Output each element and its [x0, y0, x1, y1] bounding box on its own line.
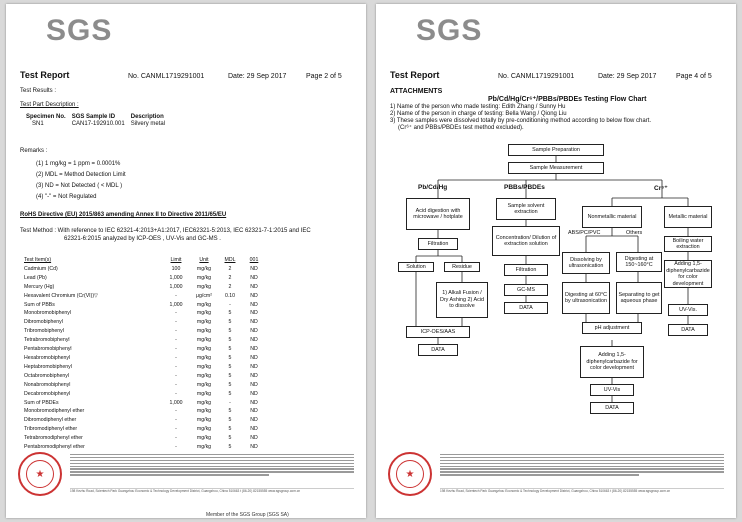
flow-solution: Solution — [398, 262, 434, 272]
results-cell: mg/kg — [196, 381, 212, 388]
flow-data-1: DATA — [418, 344, 458, 356]
results-header-row — [24, 256, 266, 265]
test-method-line2: 62321-6:2015 analyzed by ICP-OES , UV-Vis and GC-MS . — [64, 236, 221, 242]
results-cell: - — [175, 319, 177, 326]
results-cell: 5 — [228, 408, 232, 415]
note-line: (Cr⁶⁺ and PBBs/PBDEs test method excluded). — [398, 125, 524, 131]
results-row — [24, 274, 266, 283]
results-header: Test Item(s) — [24, 257, 52, 263]
results-row — [24, 301, 266, 310]
results-table — [24, 256, 266, 452]
footer-address: 198 Kezhu Road, Scientech Park Guangzhou Economic & Technology Development District, Guangzhou, China 510663 t (86-20) 82155555 www.sgsgroup.com.cn — [70, 488, 354, 495]
attachments-heading: ATTACHMENTS — [390, 88, 443, 95]
results-row — [24, 363, 266, 372]
flow-col-cr6: Cr⁶⁺ — [654, 185, 668, 192]
spec-cell: CAN17-192910.001 — [71, 121, 125, 127]
remarks-label: Remarks : — [20, 148, 48, 154]
results-cell: 5 — [228, 417, 232, 424]
results-cell: ND — [250, 399, 258, 406]
flow-separating: Separating to get aqueous phase — [616, 282, 662, 314]
spec-header: Specimen No. — [26, 114, 66, 120]
results-cell: ND — [250, 346, 258, 353]
results-cell: - — [175, 337, 177, 344]
results-cell: mg/kg — [196, 435, 212, 442]
flow-digesting-60: Digesting at 60°C by ultrasonication — [562, 282, 610, 314]
results-cell: mg/kg — [196, 408, 212, 415]
report-title: Test Report — [390, 70, 440, 80]
results-cell: ND — [250, 337, 258, 344]
results-row — [24, 416, 266, 425]
flow-uv-vis-1: UV-Vis — [590, 384, 634, 396]
results-row — [24, 265, 266, 274]
results-cell: - — [175, 346, 177, 353]
remark-item: (3) ND = Not Detected ( < MDL ) — [36, 183, 123, 189]
flow-digesting-150: Digesting at 150~160°C — [616, 252, 662, 272]
results-cell: ND — [250, 328, 258, 335]
results-cell: - — [175, 381, 177, 388]
results-cell: Octabromobiphenyl — [24, 372, 69, 379]
results-row — [24, 309, 266, 318]
flow-filtration-2: Filtration — [504, 264, 548, 276]
remark-item: (1) 1 mg/kg = 1 ppm = 0.0001% — [36, 161, 121, 167]
results-cell: - — [175, 426, 177, 433]
results-cell: Sum of PBDEs — [24, 399, 59, 406]
results-cell: 5 — [228, 435, 232, 442]
results-cell: 5 — [228, 372, 232, 379]
results-cell: ND — [250, 319, 258, 326]
results-row — [24, 399, 266, 408]
spec-cell: Silvery metal — [130, 121, 166, 127]
flow-icp-oes: ICP-OES/AAS — [406, 326, 470, 338]
results-row — [24, 381, 266, 390]
results-cell: - — [175, 408, 177, 415]
results-cell: - — [175, 310, 177, 317]
spec-cell: SN1 — [32, 121, 44, 127]
results-cell: mg/kg — [196, 283, 212, 290]
results-cell: ND — [250, 283, 258, 290]
results-cell: 5 — [228, 337, 232, 344]
results-cell: 5 — [228, 319, 232, 326]
results-cell: mg/kg — [196, 337, 212, 344]
page-footer — [384, 452, 728, 500]
results-cell: mg/kg — [196, 363, 212, 370]
results-cell: Hexabromobiphenyl — [24, 354, 71, 361]
results-cell: 0.10 — [224, 292, 236, 299]
results-cell: 100 — [171, 265, 181, 272]
note-line: 3) These samples were dissolved totally by pre-conditioning method according to below flow chart. — [390, 118, 652, 124]
directive-heading: RoHS Directive (EU) 2015/863 amending Annex II to Directive 2011/65/EU — [20, 212, 227, 218]
page-number: Page 4 of 5 — [676, 73, 712, 80]
results-cell: Pentabromodiphenyl ether — [24, 444, 85, 451]
results-cell: 5 — [228, 390, 232, 397]
results-cell: Tetrabromodiphenyl ether — [24, 435, 83, 442]
results-cell: 2 — [228, 283, 232, 290]
results-cell: mg/kg — [196, 390, 212, 397]
member-line: Member of the SGS Group (SGS SA) — [206, 512, 289, 518]
results-cell: Dibromodiphenyl ether — [24, 417, 77, 424]
results-cell: Tribromobiphenyl — [24, 328, 64, 335]
results-cell: Decabromobiphenyl — [24, 390, 71, 397]
results-cell: 5 — [228, 310, 232, 317]
results-row — [24, 425, 266, 434]
flow-boiling-water: Boiling water extraction — [664, 236, 712, 252]
report-date: Date: 29 Sep 2017 — [228, 73, 287, 80]
remark-item: (2) MDL = Method Detection Limit — [36, 172, 126, 178]
results-cell: - — [175, 292, 177, 299]
flow-dissolving: Dissolving by ultrasonication — [562, 252, 610, 274]
remark-item: (4) "-" = Not Regulated — [36, 194, 97, 200]
flow-uv-vis-2: UV-Vis. — [668, 304, 708, 316]
results-cell: ND — [250, 408, 258, 415]
results-cell: mg/kg — [196, 328, 212, 335]
report-number: No. CANML1719291001 — [128, 73, 205, 80]
results-row — [24, 292, 266, 301]
page-number: Page 2 of 5 — [306, 73, 342, 80]
results-cell: Sum of PBBs — [24, 301, 55, 308]
flow-col-pbcdhg: Pb/Cd/Hg — [418, 184, 448, 191]
results-cell: ND — [250, 417, 258, 424]
results-cell: 5 — [228, 426, 232, 433]
results-cell: ND — [250, 426, 258, 433]
results-header: MDL — [224, 257, 236, 263]
results-row — [24, 354, 266, 363]
flow-adding-dpc-1: Adding 1,5-diphenylcarbazide for color development — [580, 346, 644, 378]
results-cell: - — [175, 363, 177, 370]
results-cell: 1,000 — [169, 283, 183, 290]
test-results-label: Test Results : — [20, 88, 57, 94]
results-cell: ND — [250, 310, 258, 317]
results-row — [24, 318, 266, 327]
results-row — [24, 345, 266, 354]
flow-solvent-extraction: Sample solvent extraction — [496, 198, 556, 220]
note-line: 2) Name of the person in charge of testing: Bella Wang / Qiong Liu — [390, 111, 567, 117]
fine-print — [70, 454, 354, 484]
results-cell: - — [229, 399, 231, 406]
results-cell: Pentabromobiphenyl — [24, 346, 72, 353]
results-cell: mg/kg — [196, 372, 212, 379]
flow-metallic: Metallic material — [664, 206, 712, 228]
results-cell: 5 — [228, 381, 232, 388]
results-cell: - — [229, 301, 231, 308]
results-row — [24, 443, 266, 452]
results-cell: - — [175, 435, 177, 442]
flow-concentration: Concentration/ Dilution of extraction solution — [492, 226, 560, 256]
results-cell: Lead (Pb) — [24, 274, 47, 281]
flow-residue: Residue — [444, 262, 480, 272]
results-cell: - — [175, 417, 177, 424]
results-cell: ND — [250, 435, 258, 442]
results-cell: Cadmium (Cd) — [24, 265, 58, 272]
results-cell: Monobromobiphenyl — [24, 310, 72, 317]
flow-ph-adjustment: pH adjustment — [582, 322, 642, 334]
results-cell: 1,000 — [169, 301, 183, 308]
results-row — [24, 372, 266, 381]
results-cell: 1,000 — [169, 274, 183, 281]
flow-alkali-fusion: 1) Alkali Fusion / Dry Ashing 2) Acid to dissolve — [436, 282, 488, 318]
test-method-line1: Test Method : With reference to IEC 62321-4:2013+A1:2017, IEC62321-5:2013, IEC 62321-7-1:2015 and IEC — [20, 228, 311, 234]
results-cell: ND — [250, 265, 258, 272]
flow-nonmetallic: Nonmetallic material — [582, 206, 642, 228]
results-cell: 5 — [228, 444, 232, 451]
results-row — [24, 390, 266, 399]
results-cell: ND — [250, 381, 258, 388]
results-cell: ND — [250, 372, 258, 379]
report-date: Date: 29 Sep 2017 — [598, 73, 657, 80]
results-cell: ND — [250, 390, 258, 397]
results-cell: 2 — [228, 274, 232, 281]
flow-gc-ms: GC-MS — [504, 284, 548, 296]
results-row — [24, 327, 266, 336]
results-cell: mg/kg — [196, 301, 212, 308]
results-cell: Tribromodiphenyl ether — [24, 426, 78, 433]
flow-adding-dpc-2: Adding 1,5-diphenylcarbazide for color development — [664, 260, 712, 288]
flow-data-3: DATA — [590, 402, 634, 414]
flow-filtration-1: Filtration — [418, 238, 458, 250]
flow-data-2: DATA — [504, 302, 548, 314]
results-cell: - — [175, 390, 177, 397]
flow-chart-title: Pb/Cd/Hg/Cr⁶⁺/PBBs/PBDEs Testing Flow Chart — [488, 96, 647, 103]
results-header: 001 — [249, 257, 259, 263]
results-cell: 5 — [228, 354, 232, 361]
sgs-logo: SGS — [46, 14, 113, 47]
results-header: Unit — [199, 257, 209, 263]
remarks-list — [36, 159, 126, 203]
results-row — [24, 407, 266, 416]
results-cell: mg/kg — [196, 310, 212, 317]
results-cell: mg/kg — [196, 265, 212, 272]
sgs-seal-icon: ★ — [388, 452, 432, 496]
results-cell: ND — [250, 363, 258, 370]
results-cell: 5 — [228, 328, 232, 335]
results-cell: mg/kg — [196, 346, 212, 353]
results-cell: 2 — [228, 265, 232, 272]
fine-print — [440, 454, 724, 484]
results-cell: 5 — [228, 363, 232, 370]
results-row — [24, 283, 266, 292]
results-cell: - — [175, 354, 177, 361]
results-cell: Tetrabromobiphenyl — [24, 337, 70, 344]
results-cell: mg/kg — [196, 417, 212, 424]
results-cell: 1,000 — [169, 399, 183, 406]
results-cell: mg/kg — [196, 274, 212, 281]
results-cell: mg/kg — [196, 399, 212, 406]
report-number: No. CANML1719291001 — [498, 73, 575, 80]
results-cell: mg/kg — [196, 444, 212, 451]
spec-header: Description — [130, 114, 164, 120]
results-cell: Monobromodiphenyl ether — [24, 408, 85, 415]
results-row — [24, 336, 266, 345]
report-header — [20, 70, 352, 80]
page-footer — [14, 452, 358, 500]
sgs-seal-icon: ★ — [18, 452, 62, 496]
sgs-logo: SGS — [416, 14, 483, 47]
flow-acid-digestion: Acid digestion with microwave / hotplate — [406, 198, 470, 230]
results-cell: Hexavalent Chromium (Cr(VI))▽ — [24, 292, 99, 299]
results-cell: ND — [250, 354, 258, 361]
results-row — [24, 434, 266, 443]
results-cell: ND — [250, 292, 258, 299]
results-header: Limit — [170, 257, 182, 263]
results-cell: ND — [250, 274, 258, 281]
results-cell: ND — [250, 301, 258, 308]
flow-col-pbbs: PBBs/PBDEs — [504, 184, 545, 191]
spec-header: SGS Sample ID — [71, 114, 116, 120]
results-cell: μg/cm² — [196, 292, 212, 299]
note-line: 1) Name of the person who made testing: Edith Zhang / Sunny Hu — [390, 104, 566, 110]
specimen-table — [26, 114, 171, 128]
results-cell: Nonabromobiphenyl — [24, 381, 71, 388]
report-page-2 — [6, 4, 366, 518]
results-cell: ND — [250, 444, 258, 451]
results-cell: Mercury (Hg) — [24, 283, 55, 290]
results-cell: Heptabromobiphenyl — [24, 363, 72, 370]
report-title: Test Report — [20, 70, 70, 80]
results-cell: mg/kg — [196, 426, 212, 433]
results-cell: mg/kg — [196, 319, 212, 326]
results-cell: Dibromobiphenyl — [24, 319, 63, 326]
part-description-label: Test Part Description : — [20, 102, 79, 108]
results-cell: - — [175, 328, 177, 335]
results-cell: - — [175, 372, 177, 379]
flow-data-4: DATA — [668, 324, 708, 336]
flow-sample-preparation: Sample Preparation — [508, 144, 604, 156]
report-page-4 — [376, 4, 736, 518]
results-cell: 5 — [228, 346, 232, 353]
flow-abs-label: ABS/PC/PVC — [568, 230, 601, 236]
results-cell: mg/kg — [196, 354, 212, 361]
flow-sample-measurement: Sample Measurement — [508, 162, 604, 174]
results-cell: - — [175, 444, 177, 451]
footer-address: 198 Kezhu Road, Scientech Park Guangzhou Economic & Technology Development District, Guangzhou, China 510663 t (86-20) 82155555 www.sgsgroup.com.cn — [440, 488, 724, 495]
flow-others-label: Others — [626, 230, 643, 236]
